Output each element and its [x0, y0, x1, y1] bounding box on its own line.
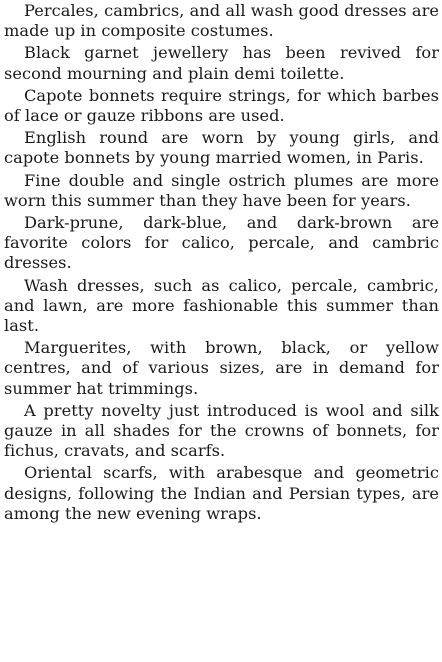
- paragraph-percales: Percales, cambrics, and all wash good dresses are made up in composite costumes.: [4, 1, 439, 41]
- paragraph-garnet-jewellery: Black garnet jewellery has been revived for second mourning and plain demi toilette.: [4, 43, 439, 83]
- paragraph-marguerites: Marguerites, with brown, black, or yellow centres, and of various sizes, are in demand for summer hat trimmings.: [4, 338, 439, 398]
- paragraph-dark-colors: Dark-prune, dark-blue, and dark-brown are favorite colors for calico, percale, and cambric dresses.: [4, 213, 439, 273]
- paragraph-capote-strings: Capote bonnets require strings, for which barbes of lace or gauze ribbons are used.: [4, 85, 439, 126]
- paragraph-english-round: English round are worn by young girls, and capote bonnets by young married women, in Paris.: [4, 128, 439, 168]
- paragraph-ostrich-plumes: Fine double and single ostrich plumes are more worn this summer than they have been for years.: [4, 170, 439, 210]
- paragraph-gauze-novelty: A pretty novelty just introduced is wool and silk gauze in all shades for the crowns of bonnets, for fichus, cravats, and scarfs.: [4, 400, 439, 461]
- paragraph-wash-dresses: Wash dresses, such as calico, percale, cambric, and lawn, are more fashionable this summer than last.: [4, 275, 439, 336]
- paragraph-oriental-scarfs: Oriental scarfs, with arabesque and geometric designs, following the Indian and Persian types, are among the new evening wraps.: [4, 463, 439, 523]
